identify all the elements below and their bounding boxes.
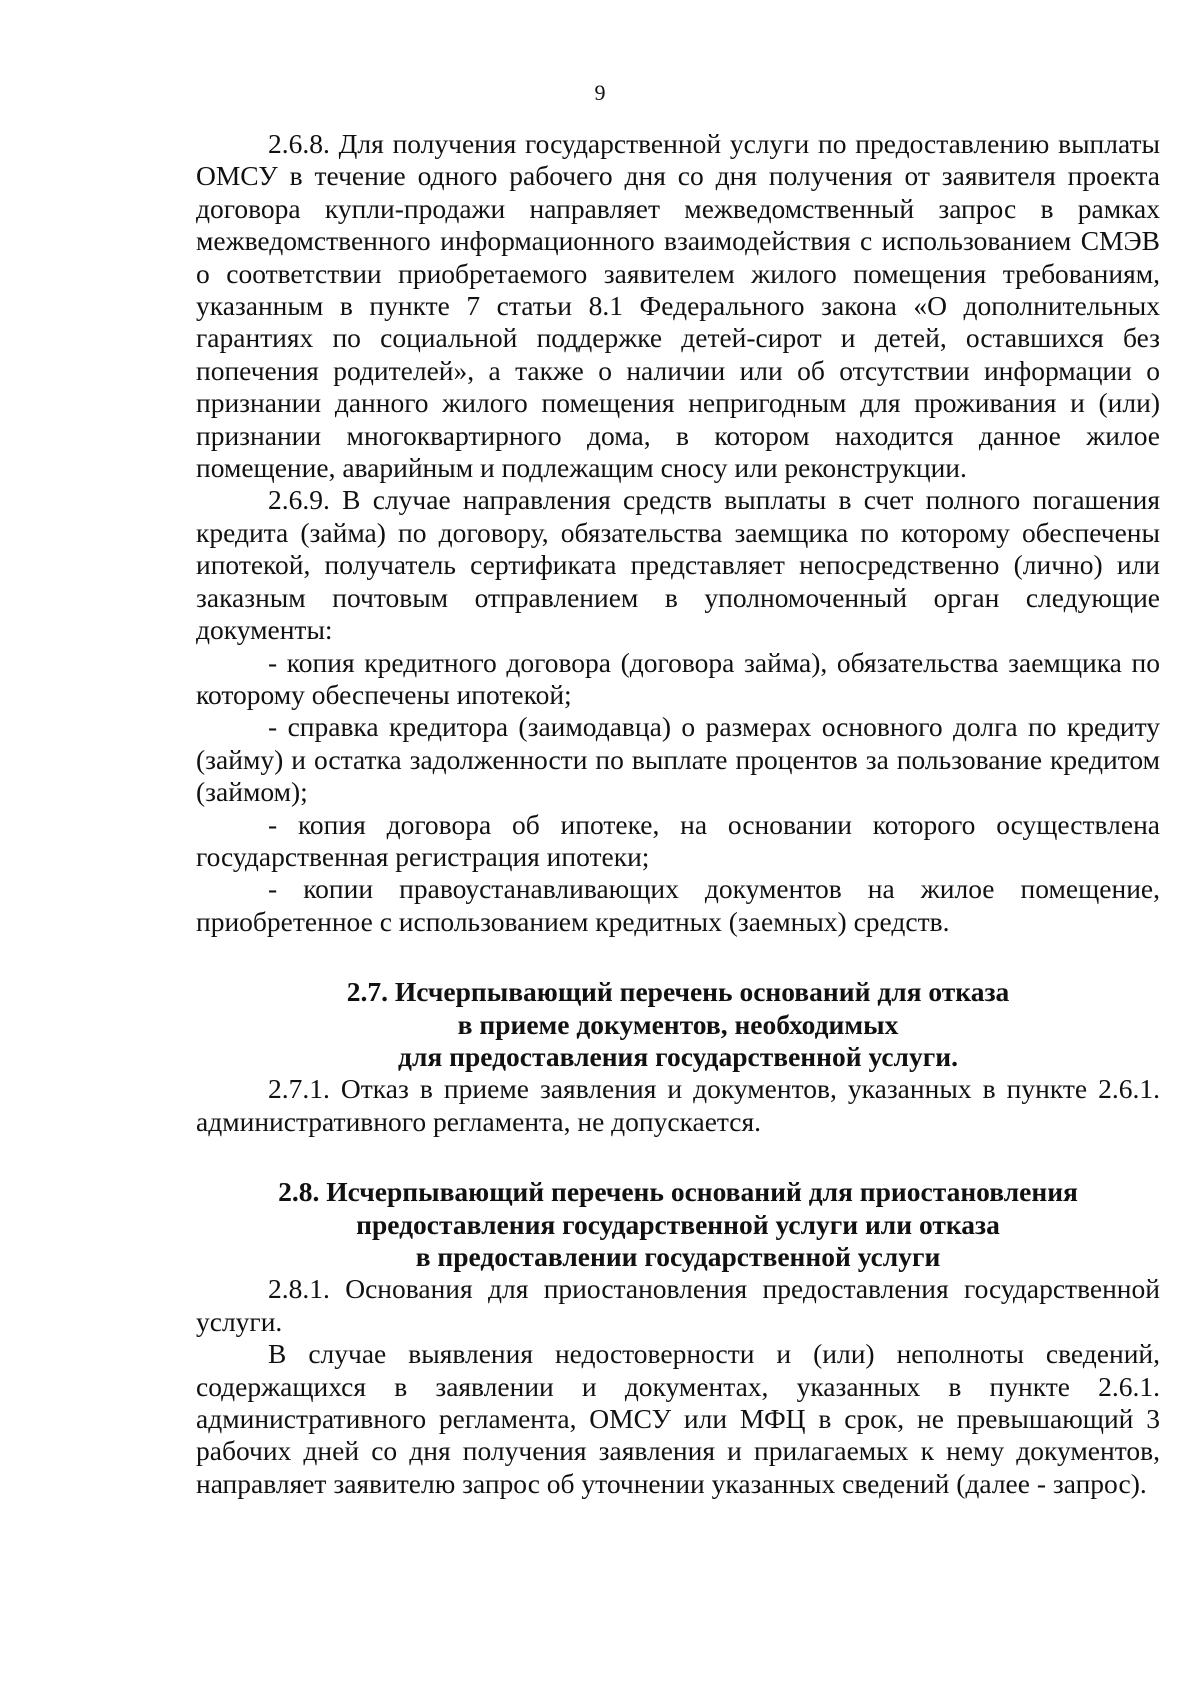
section-heading-2-7: [196, 976, 1160, 1073]
paragraph-2-6-9: 2.6.9. В случае направления средств выплаты в счет полного погашения кредита (займа) по договору, обязательства заемщика по которому обеспечены ипотекой, получатель сертификата представляет непосредственно (лично) или заказным почтовым отправлением в уполномоченный орган следующие документы:: [196, 484, 1160, 646]
document-body: [196, 128, 1160, 1500]
heading-line: 2.7. Исчерпывающий перечень оснований для отказа: [346, 976, 1010, 1008]
list-item: - копия кредитного договора (договора займа), обязательства заемщика по которому обеспечены ипотекой;: [196, 646, 1160, 710]
heading-line: предоставления государственной услуги или отказа: [356, 1208, 1000, 1240]
heading-line: в приеме документов, необходимых: [457, 1008, 899, 1040]
heading-line: в предоставлении государственной услуги: [415, 1241, 941, 1272]
list-item: - копии правоустанавливающих документов на жилое помещение, приобретенное с использованием кредитных (заемных) средств.: [196, 873, 1160, 937]
heading-line: 2.8. Исчерпывающий перечень оснований для приостановления: [278, 1176, 1078, 1208]
paragraph-request: В случае выявления недостоверности и (или) неполноты сведений, содержащихся в заявлении и документах, указанных в пункте 2.6.1. административного регламента, ОМСУ или МФЦ в срок, не превышающий 3 рабочих дней со дня получения заявления и прилагаемых к нему документов, направляет заявителю запрос об уточнении указанных сведений (далее - запрос).: [196, 1338, 1160, 1499]
paragraph-2-6-8: 2.6.8. Для получения государственной услуги по предоставлению выплаты ОМСУ в течение одного рабочего дня со дня получения от заявителя проекта договора купли-продажи направляет межведомственный запрос в рамках межведомственного информационного взаимодействия с использованием СМЭВ о соответствии приобретаемого заявителем жилого помещения требованиям, указанным в пункте 7 статьи 8.1 Федерального закона «О дополнительных гарантиях по социальной поддержке детей-сирот и детей, оставшихся без попечения родителей», а также о наличии или об отсутствии информации о признании данного жилого помещения непригодным для проживания и (или) признании многоквартирного дома, в котором находится данное жилое помещение, аварийным и подлежащим сносу или реконструкции.: [196, 128, 1160, 484]
page-number: 9: [594, 80, 606, 105]
paragraph-2-8-1: 2.8.1. Основания для приостановления предоставления государственной услуги.: [196, 1273, 1160, 1337]
list-item: - копия договора об ипотеке, на основании которого осуществлена государственная регистрация ипотеки;: [196, 808, 1160, 872]
paragraph-2-7-1: 2.7.1. Отказ в приеме заявления и документов, указанных в пункте 2.6.1. административного регламента, не допускается.: [196, 1073, 1160, 1137]
section-heading-2-8: [196, 1176, 1160, 1273]
heading-line: для предоставления государственной услуги.: [398, 1040, 958, 1072]
list-item: - справка кредитора (заимодавца) о размерах основного долга по кредиту (займу) и остатка задолженности по выплате процентов за пользование кредитом (займом);: [196, 711, 1160, 808]
